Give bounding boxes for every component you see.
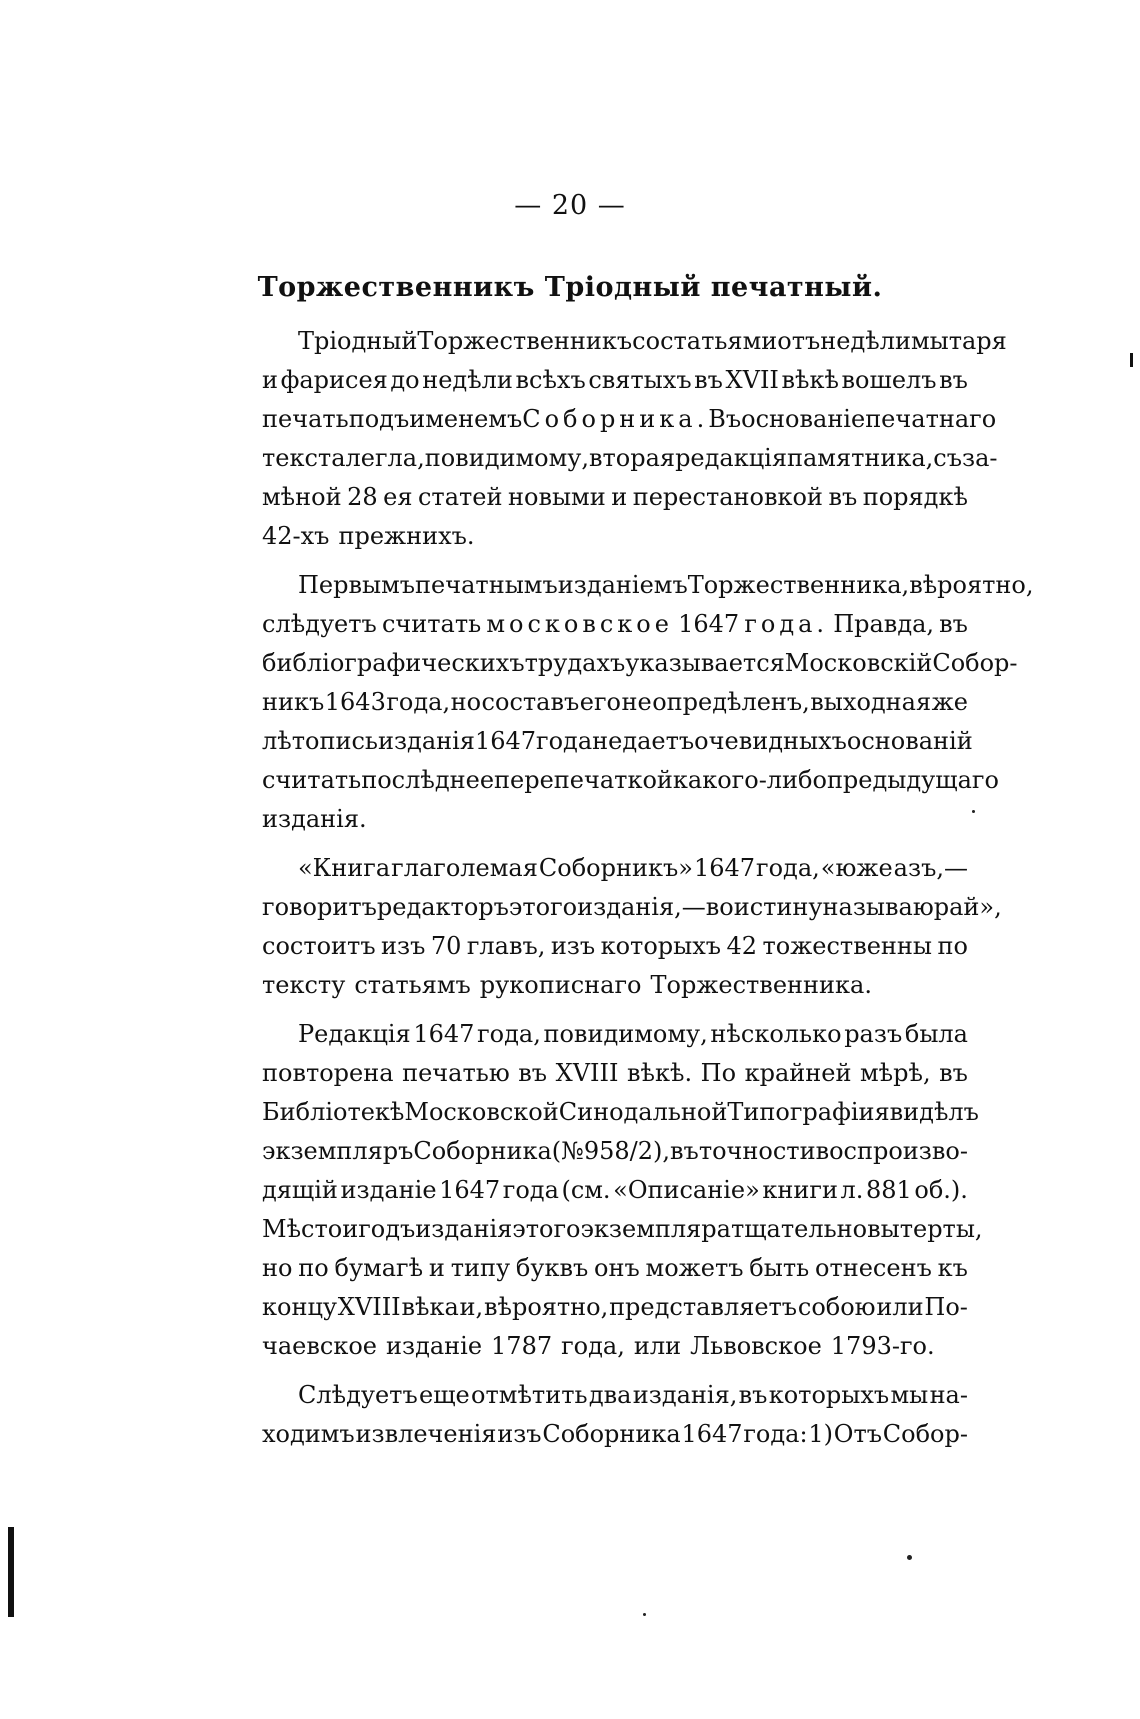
word: 28 [347,483,378,511]
word: этого [512,1215,581,1243]
word: Типографіи [727,1098,875,1126]
word: 1647 [474,727,537,755]
word: главъ, [466,932,546,960]
word: вѣкѣ [781,366,839,394]
text-line [262,1015,968,1054]
word: въ [939,366,968,394]
word: годъ [358,1215,416,1243]
text-line [262,1054,968,1093]
word: основаніе [741,405,866,433]
word: или [876,1293,924,1321]
word: (№ [551,1137,584,1165]
word: 881 [865,1176,912,1204]
word: статьями [660,327,778,355]
word: азъ,— [893,854,968,882]
scan-speck [643,1613,646,1616]
word: онъ [594,1254,640,1282]
word: по [937,932,968,960]
text-line [262,439,998,478]
word: прежнихъ. [338,522,475,550]
word: 958/2), [583,1137,671,1165]
word: редакторъ [376,893,509,921]
right-edge-mark [1130,353,1133,367]
word: изданія, [632,1381,738,1409]
text-line [262,683,968,722]
word: изданія [415,1215,513,1243]
word: собою [797,1293,876,1321]
word: ходимъ [262,1420,355,1448]
word: 1) [808,1420,833,1448]
word: его [579,688,621,716]
word: выходная [810,688,932,716]
word: изданія [377,727,475,755]
word: слѣдуетъ [262,610,377,638]
word: года, [386,688,451,716]
text-line [262,566,1034,605]
word: или [633,1332,682,1360]
word: 1647 [681,1420,743,1448]
word: воспроизво- [815,1137,968,1165]
word: концу [262,1293,337,1321]
word: Первымъ [298,571,416,599]
word: въ [694,366,723,394]
paragraph [262,1376,968,1454]
word: повидимому, [543,1020,708,1048]
paragraph [262,849,1002,1005]
word: въ [518,1059,548,1087]
word: быть [749,1254,810,1282]
word: изъ [381,932,426,960]
word: видѣлъ [889,1098,979,1126]
body-text [262,322,1034,1464]
word: вѣка [401,1293,459,1321]
word: печатью [402,1059,510,1087]
text-line [262,400,997,439]
word: очевидныхъ [694,727,847,755]
text-line [262,644,1018,683]
word: но [262,1254,293,1282]
text-line [262,1376,968,1415]
word: и [342,1215,359,1243]
text-line [262,1171,968,1210]
word: изданіемъ [557,571,688,599]
word: но [450,688,482,716]
word: даетъ [622,727,695,755]
word: московское [486,610,673,638]
word: извлеченія [355,1420,497,1448]
word: и [428,1254,445,1282]
word: книги [762,1176,838,1204]
word: экземпляръ [262,1137,414,1165]
word: буквъ [515,1254,589,1282]
word: же [931,688,968,716]
word: трудахъ [524,649,626,677]
word: порядкѣ [862,483,968,511]
text-line [262,1210,983,1249]
word: въ [939,610,968,638]
word: Тріодный [298,327,418,355]
word: основаній [846,727,973,755]
word: точности [698,1137,816,1165]
word: всѣхъ [515,366,586,394]
word: этого [508,893,578,921]
word: глаголемая [391,854,538,882]
word: изъ [550,932,596,960]
word: недѣли [820,327,911,355]
word: «юже [820,854,893,882]
word: тожественны [762,932,933,960]
word: Московской [404,1098,559,1126]
word: вѣкѣ. [627,1059,693,1087]
word: вторая [589,444,676,472]
text-line [262,361,968,400]
word: Правда, [833,610,935,638]
word: года [502,1176,559,1204]
word: представляетъ [609,1293,798,1321]
text-line [262,1093,979,1132]
paragraph [262,1015,983,1366]
word: типу [450,1254,511,1282]
word: и [611,483,628,511]
word: лѣтопись [262,727,378,755]
word: Торжественникъ [417,327,633,355]
word: въ [738,1381,768,1409]
word: 1647 [678,610,740,638]
word: 42 [726,932,758,960]
word: новыми [508,483,606,511]
word: вѣроятно, [909,571,1034,599]
word: ея [383,483,413,511]
word: года: [743,1420,808,1448]
text-line [262,1288,968,1327]
word: библіографическихъ [262,649,525,677]
scan-speck [972,810,975,813]
text-line [262,800,968,839]
word: на- [929,1381,968,1409]
word: 70 [430,932,462,960]
word: еще [419,1381,470,1409]
text-line [262,888,1002,927]
text-line [262,478,968,517]
word: вѣроятно, [483,1293,609,1321]
word: По- [924,1293,968,1321]
paragraph [262,566,1034,839]
word: рай», [933,893,1002,921]
word: и, [459,1293,484,1321]
word: крайней [744,1059,852,1087]
word: Синодальной [558,1098,728,1126]
word: XVIII [337,1293,401,1321]
word: XVIII [555,1059,619,1087]
word: дящій [262,1176,338,1204]
text-line [262,605,968,644]
word: въ [939,1059,968,1087]
word: подъ [348,405,410,433]
word: Львовское [690,1332,822,1360]
word: легла, [345,444,425,472]
word: По [700,1059,737,1087]
word: повторена [262,1059,394,1087]
word: вошелъ [841,366,937,394]
text-line [262,322,1007,361]
word: которыхъ [768,1381,890,1409]
word: предыдущаго [826,766,999,794]
word: мы [890,1381,929,1409]
word: тексту [262,971,346,999]
word: года. [744,610,829,638]
page-number: — 20 — [514,190,626,221]
word: мѣной [262,483,342,511]
text-line [262,1132,968,1171]
word: называю [822,893,934,921]
word: года [536,727,593,755]
word: съ [933,444,963,472]
word: изданіе [340,1176,437,1204]
word: 1647 [439,1176,501,1204]
word: 42-хъ [262,522,330,550]
word: отмѣтить [471,1381,588,1409]
word: и [262,366,278,394]
word: къ [937,1254,968,1282]
word: года, [477,1020,541,1048]
word: изданія, [577,893,682,921]
word: Собор- [932,649,1018,677]
word: печать [262,405,349,433]
word: по [298,1254,329,1282]
word: воистину [705,893,823,921]
word: въ [828,483,858,511]
word: до [390,366,420,394]
word: Торжественника. [650,971,872,999]
word: л. [840,1176,864,1204]
text-line [262,517,968,556]
word: 1647 [413,1020,475,1048]
scan-speck [907,1555,912,1560]
text-line [262,1249,968,1288]
word: мѣрѣ, [860,1059,931,1087]
word: года, [561,1332,625,1360]
word: Московскій [784,649,933,677]
word: именемъ [409,405,523,433]
word: редакція [675,444,787,472]
word: мытаря [910,327,1007,355]
word: Редакція [298,1020,411,1048]
word: была [904,1020,968,1048]
word: считать [381,610,482,638]
word: святыхъ [588,366,692,394]
word: отъ [777,327,821,355]
text-line [262,722,973,761]
word: какого-либо [672,766,827,794]
word: опредѣленъ, [652,688,810,716]
word: 1787 [491,1332,553,1360]
word: чаевское [262,1332,377,1360]
word: Соборникъ» [538,854,693,882]
word: вытерты, [867,1215,983,1243]
word: никъ [262,688,325,716]
word: (см. [561,1176,611,1204]
word: недѣли [422,366,513,394]
word: изданія. [262,805,367,833]
word: 1793-го. [830,1332,935,1360]
text-line [262,849,968,888]
word: 1647 [693,854,756,882]
word: изъ [497,1420,542,1448]
word: отнесенъ [815,1254,932,1282]
text-line [262,927,968,966]
word: памятника, [786,444,934,472]
text-line [262,1415,968,1454]
word: перестановкой [632,483,823,511]
word: Соборника [542,1420,681,1448]
text-line [262,761,999,800]
word: въ [670,1137,699,1165]
word: XVII [725,366,779,394]
word: говоритъ [262,893,377,921]
word: нѣсколько [710,1020,842,1048]
word: послѣднее [361,766,495,794]
word: Мѣсто [262,1215,343,1243]
word: года, [756,854,820,882]
word: Собор- [882,1420,968,1448]
word: «Книга [298,854,391,882]
left-margin-mark [8,1527,14,1617]
word: 1643 [324,688,386,716]
word: которыхъ [600,932,722,960]
word: считать [262,766,362,794]
word: Соборника [413,1137,552,1165]
word: печатнымъ [415,571,558,599]
word: Библіотекѣ [262,1098,405,1126]
section-heading: Торжественникъ Тріодный печатный. [257,272,883,303]
paragraph [262,322,1007,556]
text-line [262,1327,968,1366]
word: бумагѣ [334,1254,424,1282]
word: указывается [625,649,785,677]
word: Торжественника, [687,571,910,599]
word: статей [417,483,503,511]
word: — [681,893,706,921]
word: можетъ [645,1254,744,1282]
word: перепечаткой [494,766,673,794]
word: Слѣдуетъ [298,1381,418,1409]
word: за- [962,444,998,472]
word: составъ [481,688,580,716]
word: Въ [708,405,742,433]
word: «Описаніе» [613,1176,760,1204]
word: фарисея [280,366,388,394]
text-line [262,966,968,1005]
word: изданіе [385,1332,483,1360]
word: экземпляра [580,1215,731,1243]
word: тщательно [730,1215,868,1243]
word: рукописнаго [479,971,642,999]
word: со [632,327,661,355]
word: я [874,1098,890,1126]
word: статьямъ [354,971,471,999]
word: не [592,727,623,755]
word: не [621,688,652,716]
word: печатнаго [865,405,997,433]
word: Отъ [833,1420,882,1448]
word: текста [262,444,346,472]
word: Соборника. [522,405,709,433]
word: два [588,1381,632,1409]
word: состоитъ [262,932,376,960]
word: повидимому, [424,444,589,472]
word: об.). [914,1176,968,1204]
word: разъ [844,1020,903,1048]
